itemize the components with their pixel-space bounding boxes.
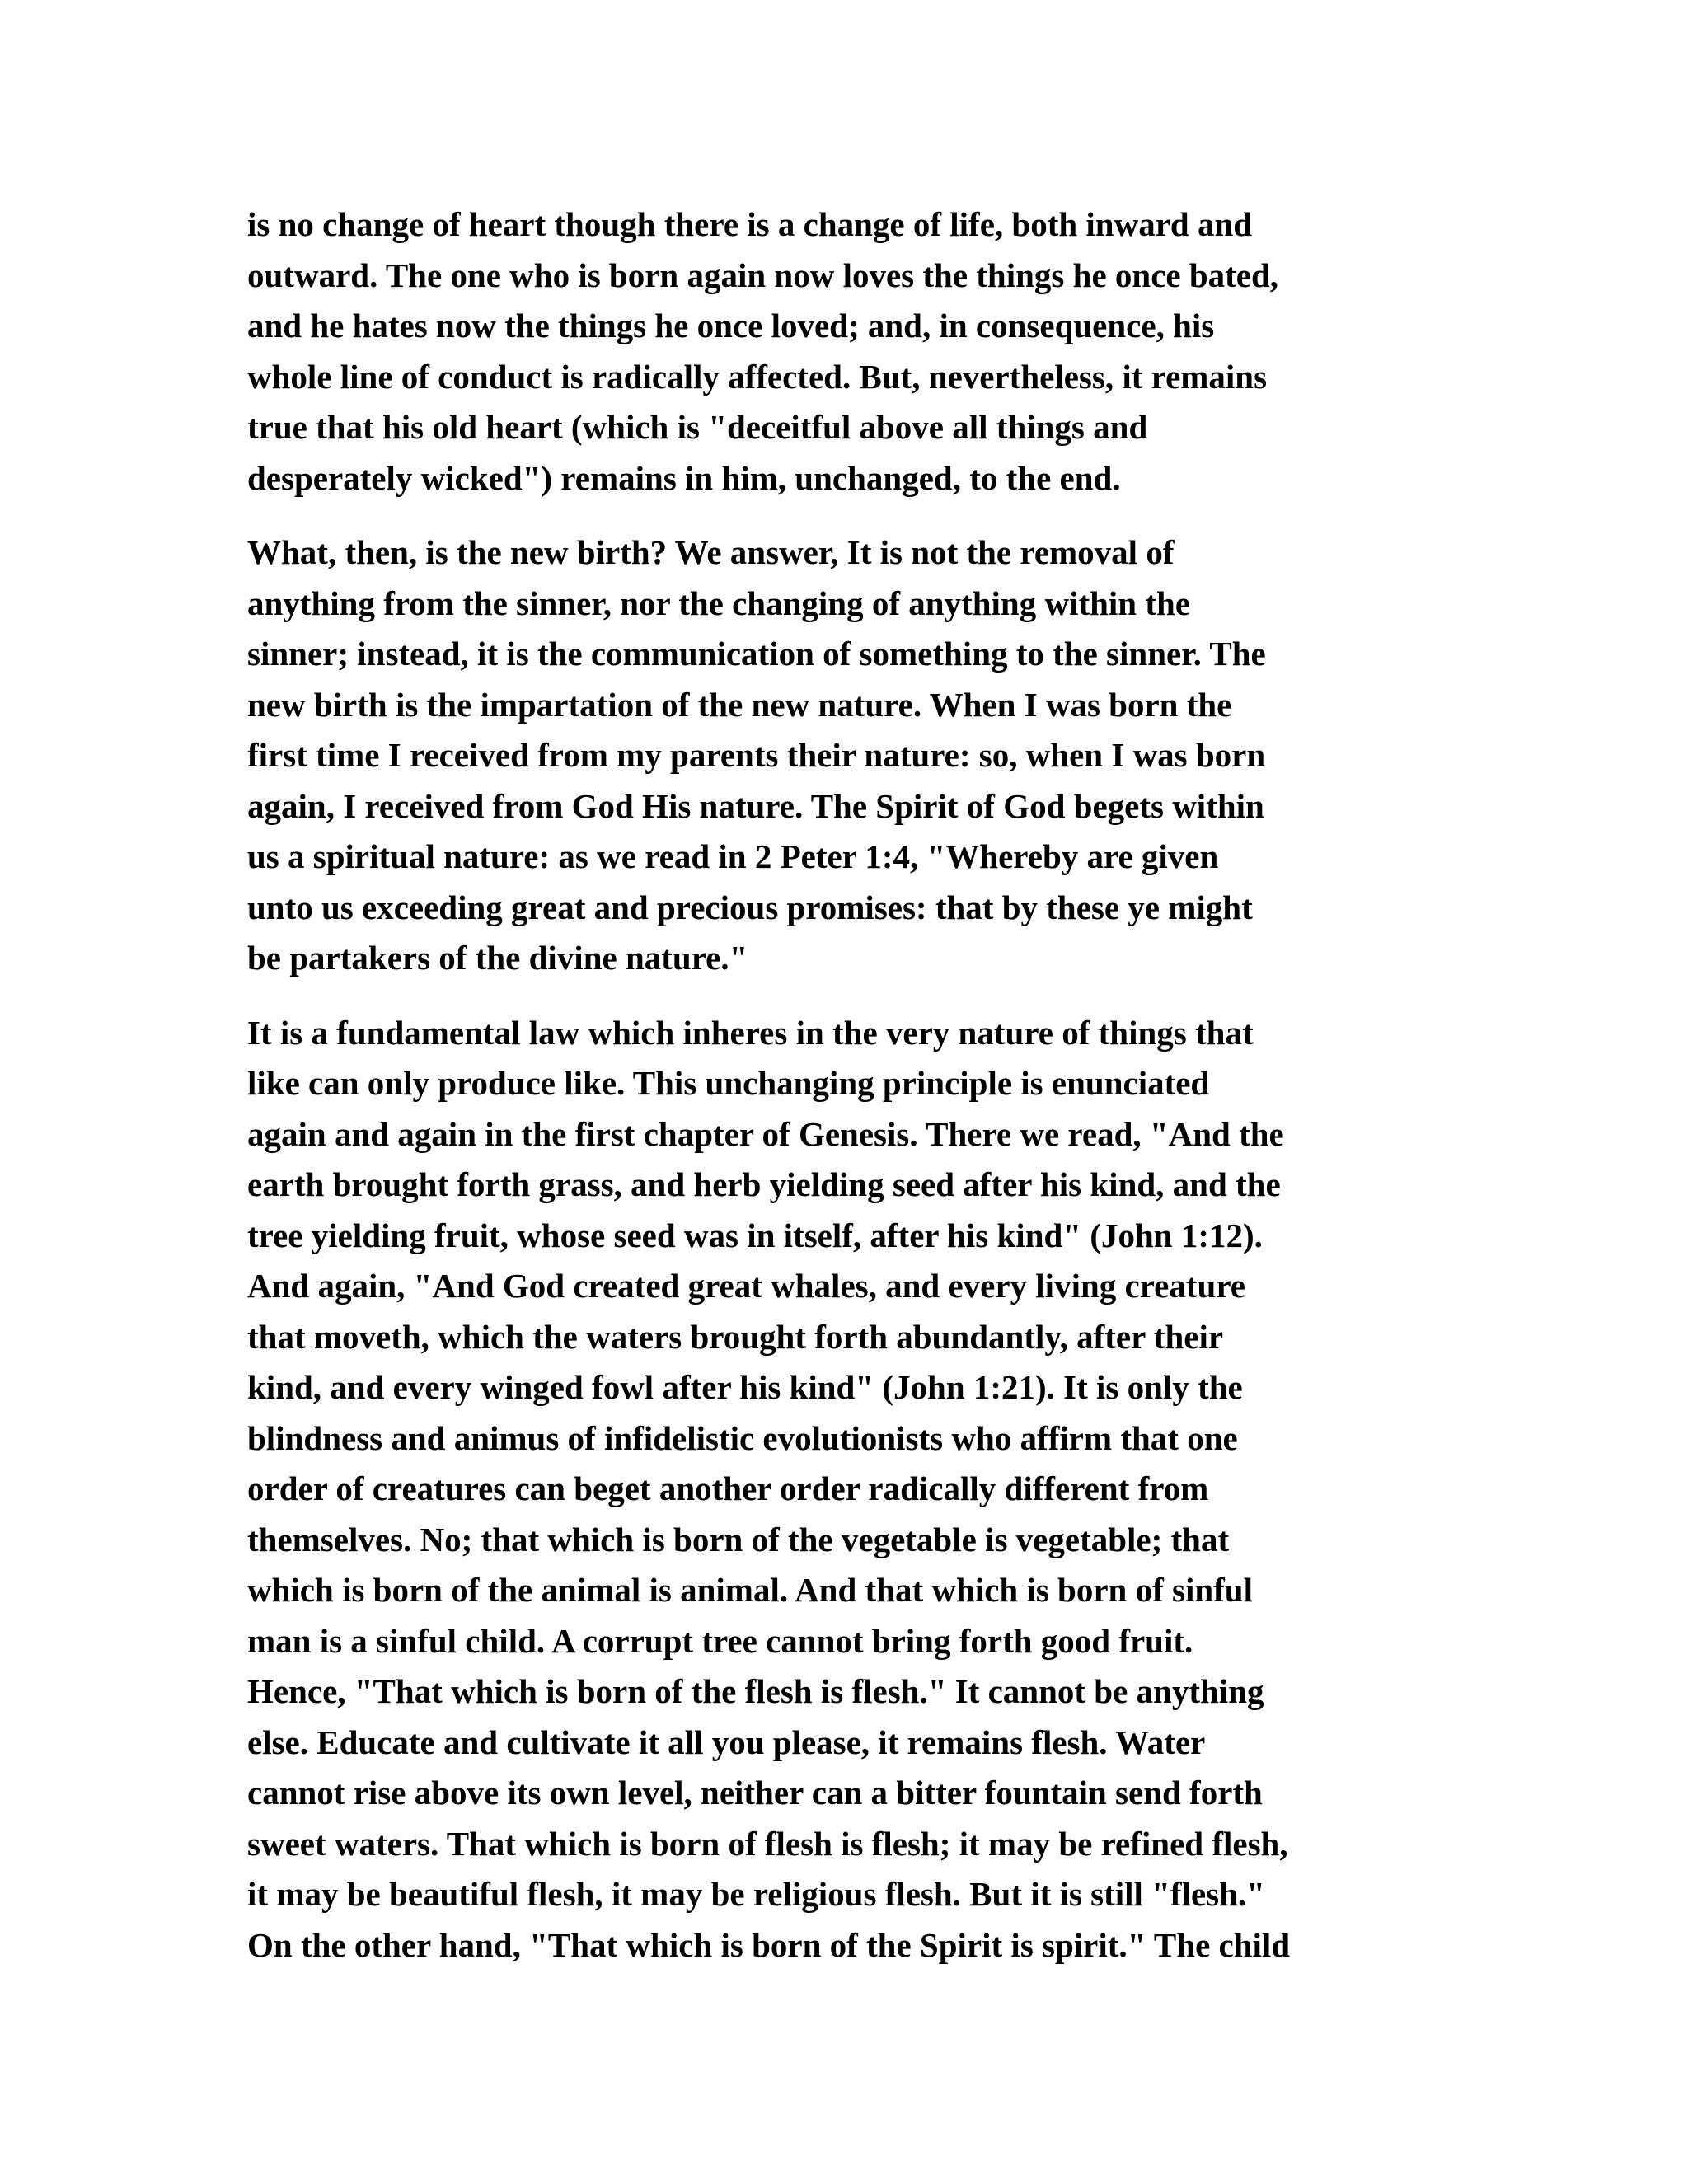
- text-line: unto us exceeding great and precious promises: that by these ye might: [247, 888, 1253, 926]
- text-line: cannot rise above its own level, neither can a bitter fountain send forth: [247, 1774, 1263, 1811]
- text-line: first time I received from my parents their nature: so, when I was born: [247, 736, 1266, 774]
- text-line: sinner; instead, it is the communication of something to the sinner. The: [247, 635, 1266, 673]
- text-line: that moveth, which the waters brought forth abundantly, after their: [247, 1317, 1224, 1356]
- text-line: us a spiritual nature: as we read in 2 Peter 1:4, "Whereby are given: [247, 837, 1219, 875]
- text-line: order of creatures can beget another order radically different from: [247, 1469, 1209, 1507]
- text-line: be partakers of the divine nature.": [247, 939, 748, 977]
- text-line: else. Educate and cultivate it all you please, it remains flesh. Water: [247, 1722, 1206, 1761]
- text-line: On the other hand, "That which is born of the Spirit is spirit." The child: [247, 1925, 1291, 1964]
- text-line: outward. The one who is born again now loves the things he once bated,: [247, 255, 1279, 294]
- text-line: sweet waters. That which is born of flesh is flesh; it may be refined flesh,: [247, 1824, 1288, 1863]
- text-line: Hence, "That which is born of the flesh is flesh." It cannot be anything: [247, 1672, 1264, 1710]
- text-line: again and again in the first chapter of Genesis. There we read, "And the: [247, 1114, 1284, 1153]
- text-line: And again, "And God created great whales, and every living creature: [247, 1267, 1245, 1305]
- paragraph-3: [247, 1008, 1438, 1971]
- text-line: What, then, is the new birth? We answer, It is not the removal of: [247, 533, 1175, 571]
- paragraph-1: [247, 199, 1438, 504]
- text-line: themselves. No; that which is born of the vegetable is vegetable; that: [247, 1520, 1230, 1558]
- text-line: true that his old heart (which is "deceitful above all things and: [247, 408, 1148, 446]
- paragraph-2: [247, 527, 1438, 984]
- text-line: and he hates now the things he once loved; and, in consequence, his: [247, 307, 1215, 344]
- text-line: like can only produce like. This unchanging principle is enunciated: [247, 1064, 1210, 1102]
- text-line: blindness and animus of infidelistic evolutionists who affirm that one: [247, 1418, 1238, 1457]
- text-line: whole line of conduct is radically affected. But, nevertheless, it remains: [247, 357, 1268, 396]
- text-line: kind, and every winged fowl after his kind" (John 1:21). It is only the: [247, 1368, 1243, 1406]
- text-line: it may be beautiful flesh, it may be religious flesh. But it is still "flesh.": [247, 1875, 1265, 1913]
- body-text: [247, 199, 1438, 1994]
- text-line: again, I received from God His nature. The Spirit of God begets within: [247, 786, 1264, 825]
- text-line: which is born of the animal is animal. And that which is born of sinful: [247, 1571, 1253, 1609]
- text-line: desperately wicked") remains in him, unchanged, to the end.: [247, 458, 1121, 497]
- text-line: anything from the sinner, nor the changing of anything within the: [247, 583, 1191, 622]
- text-line: It is a fundamental law which inheres in the very nature of things that: [247, 1013, 1254, 1052]
- text-line: is no change of heart though there is a change of life, both inward and: [247, 205, 1253, 243]
- text-line: new birth is the impartation of the new nature. When I was born the: [247, 685, 1232, 724]
- text-line: man is a sinful child. A corrupt tree cannot bring forth good fruit.: [247, 1621, 1193, 1660]
- text-line: tree yielding fruit, whose seed was in itself, after his kind" (John 1:12).: [247, 1216, 1263, 1254]
- text-line: earth brought forth grass, and herb yielding seed after his kind, and the: [247, 1165, 1281, 1203]
